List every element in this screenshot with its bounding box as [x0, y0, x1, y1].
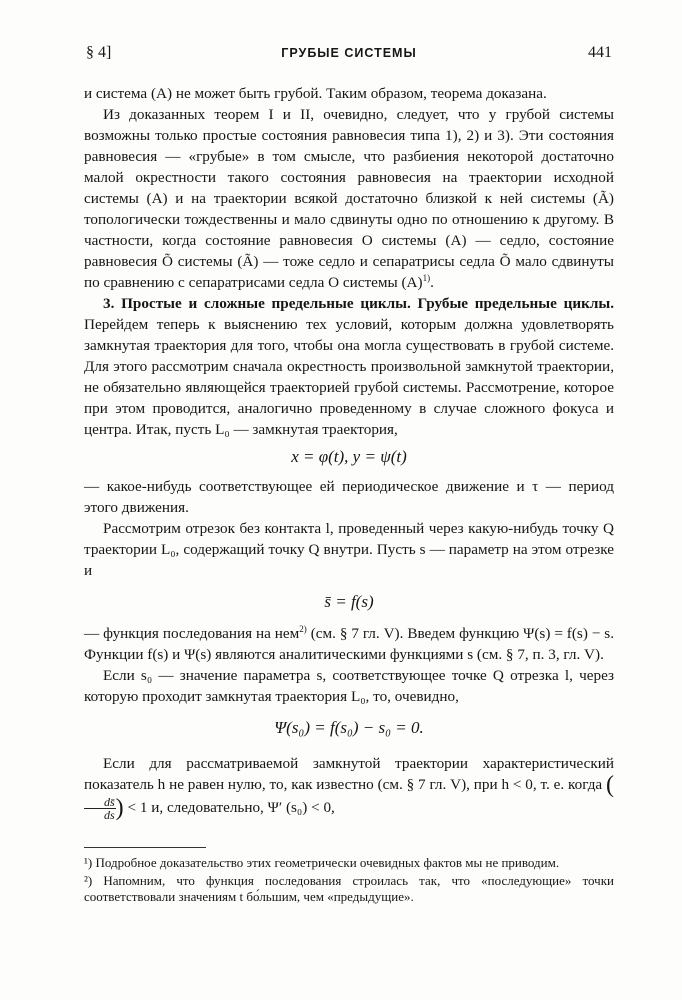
running-header: [84, 36, 614, 62]
paragraph-3: 3. Простые и сложные предельные циклы. Грубые предельные циклы. Перейдем теперь к выяснению тех условий, которым должна удовлетворять замкнутая траектория для того, чтобы она могла существовать в грубой системе. Для этого рассмотрим сначала окрестность произвольной замкнутой траектории, не обязательно являющейся траекторией грубой системы. Рассмотрение, которое при этом проводится, аналогично проведенному в случае сложного фокуса и центра. Итак, пусть L₀ — замкнутая траектория,: [84, 295, 614, 438]
section-marker: § 4]: [86, 44, 112, 61]
book-page: [84, 36, 614, 905]
footnote-divider: [84, 847, 206, 848]
equation-succession-function: s̄ = f(s): [324, 592, 374, 611]
equation-psi-zero: Ψ(s₀) = f(s₀) − s₀ = 0.: [274, 718, 424, 737]
running-title: ГРУБЫЕ СИСТЕМЫ: [281, 46, 417, 60]
footnote-ref-2[interactable]: 2): [299, 623, 307, 634]
footnote-ref-1[interactable]: 1): [422, 272, 431, 283]
equation-periodic-motion: x = φ(t), y = ψ(t): [291, 447, 407, 466]
page-number: 441: [588, 44, 612, 61]
section-heading: 3. Простые и сложные предельные циклы. Грубые предельные циклы.: [103, 295, 614, 312]
paragraph-8: Если для рассматриваемой замкнутой траектории характеристический показатель h не равен нулю, то, как известно (см. § 7 гл. V), при h < 0, т. е. когда ( $\frac{ds̄}{ds}$ ) < 1 и, следовательно, Ψ′ (s₀) < 0,: [84, 755, 615, 823]
footnote-2: ²) Напомним, что функция последования строилась так, что «последующие» точки соответствовали значениям t бо́льшим, чем «предыдущие».: [84, 873, 614, 905]
paragraph-7: Если s₀ — значение параметра s, соответствующее точке Q отрезка l, через которую проходит замкнутая траектория L₀, то, очевидно,: [84, 667, 614, 705]
paragraph-2: Из доказанных теорем I и II, очевидно, следует, что у грубой системы возможны только простые состояния равновесия типа 1), 2) и 3). Эти состояния равновесия — «грубые» в том смысле, что разбиения некоторой достаточно малой окрестности такого состояния равновесия на траектории исходной системы (A) и на траектории всякой достаточно близкой к ней системы (Ã) топологически тождественны и мало сдвинуты одно по отношению к другому. В частности, когда состояние равновесия O системы (A) — седло, состояние равновесия Õ системы (Ã) — тоже седло и сепаратрисы седла Õ мало сдвинуты по сравнению с сепаратрисами седла O системы $(A)^{1)}$.: [84, 106, 614, 291]
paragraph-5: Рассмотрим отрезок без контакта l, проведенный через какую-нибудь точку Q траектории L₀, содержащий точку Q внутри. Пусть s — параметр на этом отрезке и: [84, 520, 614, 579]
paragraph-1: и система (A) не может быть грубой. Таким образом, теорема доказана.: [84, 85, 547, 102]
footnote-1: ¹) Подробное доказательство этих геометрически очевидных фактов мы не приводим.: [84, 855, 560, 871]
paragraph-6: — функция последования на нем$^{2)}$ (см. § 7 гл. V). Введем функцию Ψ(s) = f(s) − s. Функции f(s) и Ψ(s) являются аналитическими функциями s (см. § 7, п. 3, гл. V).: [84, 623, 615, 663]
derivative-fraction: $\frac{ds̄}{ds}$: [84, 796, 116, 821]
page-body: [84, 83, 614, 821]
paragraph-4: — какое-нибудь соответствующее ей периодическое движение и τ — период этого движения.: [84, 478, 614, 516]
